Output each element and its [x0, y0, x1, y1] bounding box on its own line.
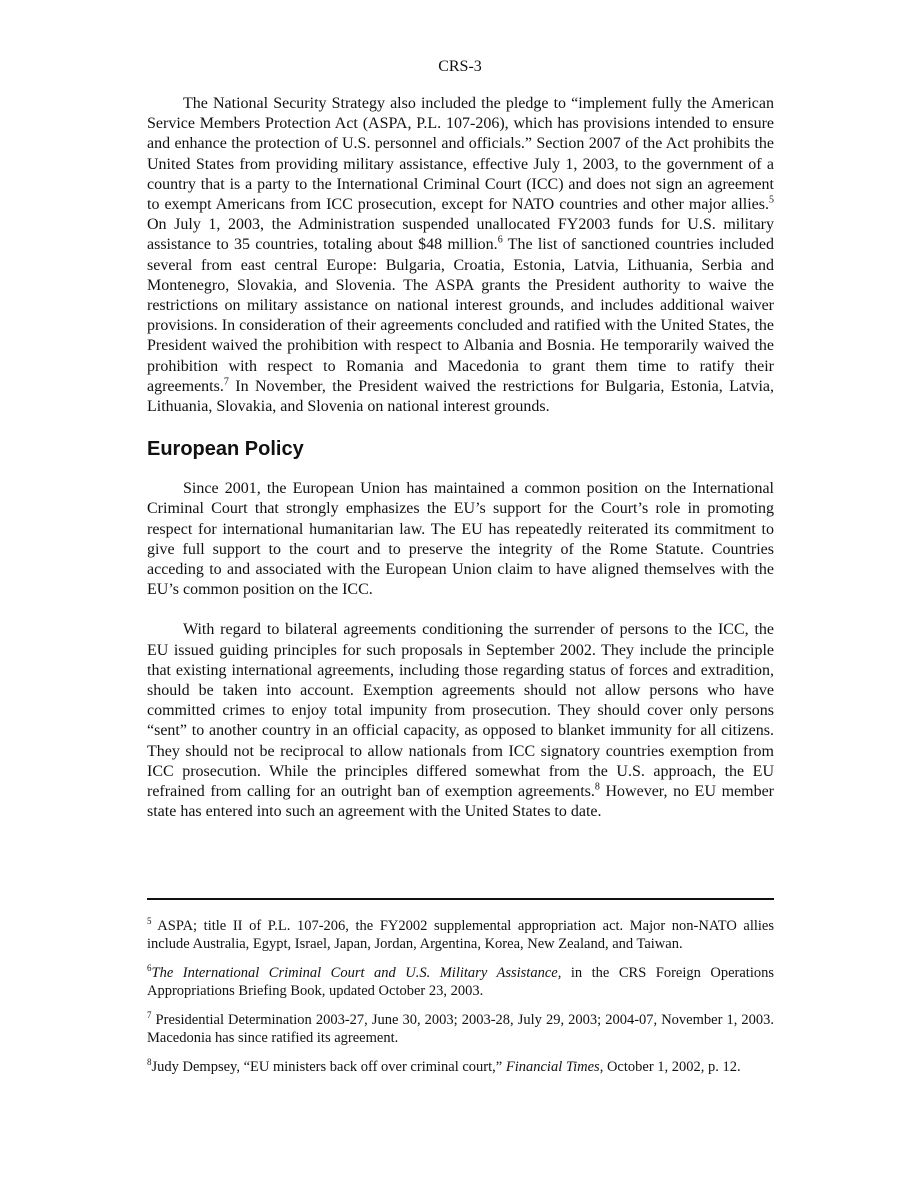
footnote-8	[147, 1058, 774, 1076]
footnote-number: 5	[147, 916, 152, 927]
footnote-number: 8	[147, 1057, 152, 1068]
section-heading-european-policy: European Policy	[147, 438, 304, 461]
footnote-number: 6	[147, 963, 152, 974]
footnote-text: Presidential Determination 2003-27, June 30, 2003; 2003-28, July 29, 2003; 2004-07, November 1, 2003. Macedonia has since ratified its agreement.	[147, 1012, 774, 1046]
paragraph-text: The National Security Strategy also included the pledge to “implement fully the American Service Members Protection Act (ASPA, P.L. 107-206), which has provisions intended to ensure and enhance the protection of U.S. personnel and officials.” Section 2007 of the Act prohibits the United States from providing military assistance, effective July 1, 2003, to the government of a country that is a party to the International Criminal Court (ICC) and does not sign an agreement to exempt Americans from ICC prosecution, except for NATO countries and other major allies.	[147, 95, 774, 214]
footnote-text: , October 1, 2002, p. 12.	[599, 1059, 741, 1075]
footnote-text: Judy Dempsey, “EU ministers back off over criminal court,”	[151, 1059, 506, 1075]
paragraph-text: However, no EU member state has entered into such an agreement with the United States to date.	[147, 783, 775, 821]
footnote-text: in the CRS Foreign Operations Appropriations Briefing Book, updated October 23, 2003.	[147, 965, 774, 999]
footnote-text: ASPA; title II of P.L. 107-206, the FY2002 supplemental appropriation act. Major non-NATO allies include Australia, Egypt, Israel, Japan, Jordan, Argentina, Korea, New Zealand, and Taiwan.	[147, 918, 774, 952]
footnote-ref-6[interactable]: 6	[497, 235, 503, 247]
footnote-5	[147, 917, 774, 953]
footnote-title: The International Criminal Court and U.S. Military Assistance,	[151, 965, 562, 981]
body-text	[147, 94, 774, 823]
footnote-source-title: Financial Times	[505, 1059, 600, 1075]
footnote-ref-7[interactable]: 7	[223, 376, 229, 388]
footnote-7	[147, 1011, 774, 1047]
footnote-number: 7	[147, 1010, 152, 1021]
paragraph-text: On July 1, 2003, the Administration suspended unallocated FY2003 funds for U.S. military assistance to 35 countries, totaling about $48 million.	[147, 216, 774, 254]
footnote-ref-8[interactable]: 8	[594, 781, 600, 793]
paragraph-text: With regard to bilateral agreements conditioning the surrender of persons to the ICC, the EU issued guiding principles for such proposals in September 2002. They include the principle that existing international agreements, including those regarding status of forces and extradition, should be taken into account. Exemption agreements should not allow persons who have committed crimes to enjoy total impunity from prosecution. They should cover only persons “sent” to another country in an official capacity, as opposed to blanket immunity for all citizens. They should not be reciprocal to allow nationals from ICC signatory countries exemption from ICC prosecution. While the principles differed somewhat from the U.S. approach, the EU refrained from calling for an outright ban of exemption agreements.	[147, 621, 774, 801]
paragraph-text: In November, the President waived the restrictions for Bulgaria, Estonia, Latvia, Lithuania, Slovakia, and Slovenia on national interest grounds.	[147, 377, 774, 416]
paragraph-text: The list of sanctioned countries included several from east central Europe: Bulgaria, Croatia, Estonia, Latvia, Lithuania, Serbia and Montenegro, Slovakia, and Slovenia. The ASPA grants the President authority to waive the restrictions on military assistance on national interest grounds, and includes additional waiver provisions. In consideration of their agreements concluded and ratified with the United States, the President waived the prohibition with respect to Albania and Bosnia. He temporarily waived the prohibition with respect to Romania and Macedonia to grant them time to ratify their agreements.	[147, 236, 775, 395]
footnote-ref-5[interactable]: 5	[769, 194, 774, 206]
footnote-6	[147, 964, 774, 1000]
paragraph-aspa	[147, 94, 774, 417]
paragraph-eu-guiding-principles	[147, 620, 774, 822]
footnotes	[147, 917, 774, 1087]
paragraph-eu-common-position: Since 2001, the European Union has maintained a common position on the International Criminal Court that strongly emphasizes the EU’s support for the Court’s role in promoting respect for international humanitarian law. The EU has repeatedly reiterated its commitment to give full support to the court and to preserve the integrity of the Rome Statute. Countries acceding to and associated with the European Union claim to have aligned themselves with the EU’s common position on the ICC.	[147, 480, 774, 599]
footnote-separator	[147, 898, 774, 900]
page-number-header: CRS-3	[438, 58, 482, 75]
